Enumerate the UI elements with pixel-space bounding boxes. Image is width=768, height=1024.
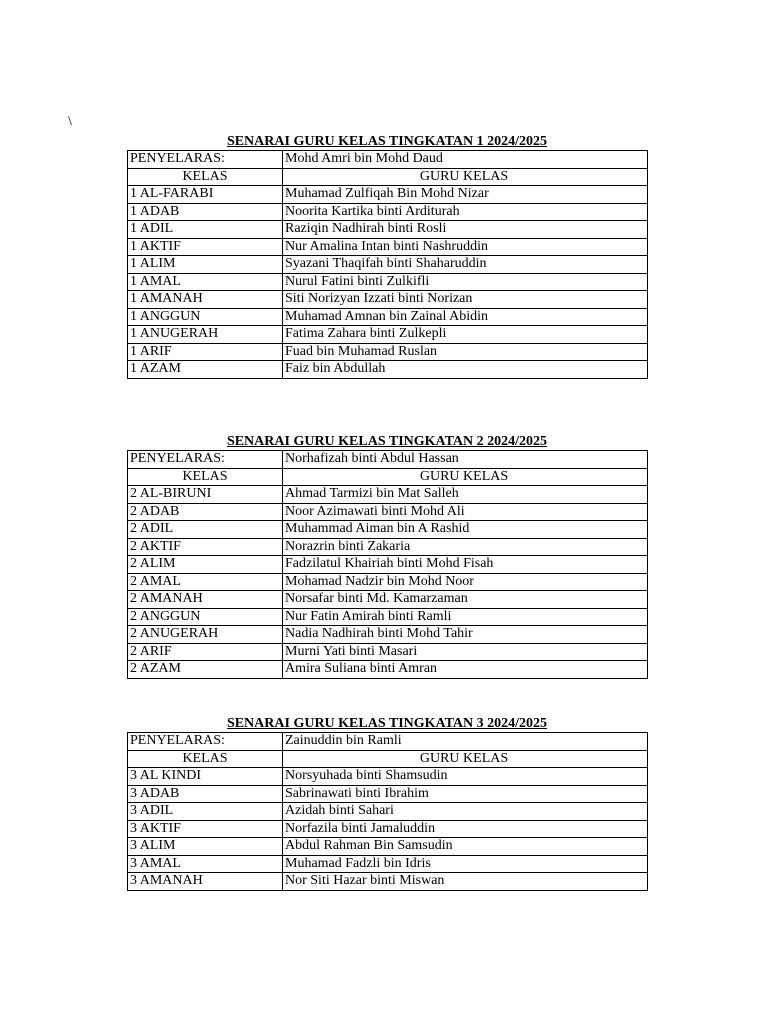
teacher-name: Ahmad Tarmizi bin Mat Salleh xyxy=(283,486,648,504)
coordinator-label: PENYELARAS: xyxy=(128,451,283,469)
teacher-name: Murni Yati binti Masari xyxy=(283,643,648,661)
teacher-name: Fadzilatul Khairiah binti Mohd Fisah xyxy=(283,556,648,574)
teacher-name: Siti Norizyan Izzati binti Norizan xyxy=(283,291,648,309)
coordinator-name: Mohd Amri bin Mohd Daud xyxy=(283,151,648,169)
class-name: 3 ADIL xyxy=(128,803,283,821)
table-row xyxy=(128,308,648,326)
class-name: 1 ANUGERAH xyxy=(128,326,283,344)
class-name: 2 ANGGUN xyxy=(128,608,283,626)
table-row xyxy=(128,820,648,838)
coordinator-name: Norhafizah binti Abdul Hassan xyxy=(283,451,648,469)
teacher-name: Syazani Thaqifah binti Shaharuddin xyxy=(283,256,648,274)
section-title: SENARAI GURU KELAS TINGKATAN 1 2024/2025 xyxy=(226,134,548,149)
table-row xyxy=(128,203,648,221)
table-row xyxy=(128,643,648,661)
table-row xyxy=(128,768,648,786)
teacher-name: Nur Amalina Intan binti Nashruddin xyxy=(283,238,648,256)
table-row xyxy=(128,221,648,239)
class-name: 3 ADAB xyxy=(128,785,283,803)
coordinator-row xyxy=(128,451,648,469)
teacher-name: Sabrinawati binti Ibrahim xyxy=(283,785,648,803)
class-name: 1 AMANAH xyxy=(128,291,283,309)
section-tingkatan-3 xyxy=(127,716,647,891)
section-title: SENARAI GURU KELAS TINGKATAN 2 2024/2025 xyxy=(226,434,548,449)
teacher-name: Norazrin binti Zakaria xyxy=(283,538,648,556)
class-name: 2 ANUGERAH xyxy=(128,626,283,644)
teacher-name: Nor Siti Hazar binti Miswan xyxy=(283,873,648,891)
table-row xyxy=(128,661,648,679)
class-name: 2 ADIL xyxy=(128,521,283,539)
class-name: 2 AMAL xyxy=(128,573,283,591)
teacher-name: Nur Fatin Amirah binti Ramli xyxy=(283,608,648,626)
table-row xyxy=(128,855,648,873)
class-name: 1 AL-FARABI xyxy=(128,186,283,204)
teacher-name: Muhamad Fadzli bin Idris xyxy=(283,855,648,873)
teacher-name: Norsyuhada binti Shamsudin xyxy=(283,768,648,786)
class-name: 2 ARIF xyxy=(128,643,283,661)
teacher-name: Abdul Rahman Bin Samsudin xyxy=(283,838,648,856)
coordinator-label: PENYELARAS: xyxy=(128,733,283,751)
teacher-name: Fatima Zahara binti Zulkepli xyxy=(283,326,648,344)
class-name: 1 ADIL xyxy=(128,221,283,239)
table-row xyxy=(128,343,648,361)
coordinator-label: PENYELARAS: xyxy=(128,151,283,169)
teacher-name: Noorita Kartika binti Arditurah xyxy=(283,203,648,221)
table-row xyxy=(128,361,648,379)
table-row xyxy=(128,838,648,856)
class-name: 2 AMANAH xyxy=(128,591,283,609)
teacher-name: Nurul Fatini binti Zulkifli xyxy=(283,273,648,291)
class-name: 2 ALIM xyxy=(128,556,283,574)
coordinator-row xyxy=(128,733,648,751)
class-name: 3 ALIM xyxy=(128,838,283,856)
stray-backslash: \ xyxy=(68,114,72,129)
teacher-table xyxy=(127,450,648,679)
table-row xyxy=(128,291,648,309)
header-row xyxy=(128,468,648,486)
table-row xyxy=(128,538,648,556)
class-name: 3 AMAL xyxy=(128,855,283,873)
column-header-guru: GURU KELAS xyxy=(283,468,648,486)
teacher-name: Mohamad Nadzir bin Mohd Noor xyxy=(283,573,648,591)
teacher-table xyxy=(127,150,648,379)
class-name: 1 ARIF xyxy=(128,343,283,361)
class-name: 3 AL KINDI xyxy=(128,768,283,786)
header-row xyxy=(128,168,648,186)
column-header-guru: GURU KELAS xyxy=(283,750,648,768)
teacher-name: Norsafar binti Md. Kamarzaman xyxy=(283,591,648,609)
table-row xyxy=(128,273,648,291)
class-name: 2 AKTIF xyxy=(128,538,283,556)
table-row xyxy=(128,591,648,609)
teacher-name: Amira Suliana binti Amran xyxy=(283,661,648,679)
table-row xyxy=(128,803,648,821)
table-row xyxy=(128,238,648,256)
section-tingkatan-2 xyxy=(127,434,647,679)
class-name: 3 AKTIF xyxy=(128,820,283,838)
table-row xyxy=(128,503,648,521)
class-name: 1 ALIM xyxy=(128,256,283,274)
table-row xyxy=(128,608,648,626)
teacher-name: Faiz bin Abdullah xyxy=(283,361,648,379)
class-name: 2 AL-BIRUNI xyxy=(128,486,283,504)
teacher-name: Muhamad Zulfiqah Bin Mohd Nizar xyxy=(283,186,648,204)
teacher-name: Azidah binti Sahari xyxy=(283,803,648,821)
column-header-guru: GURU KELAS xyxy=(283,168,648,186)
table-row xyxy=(128,873,648,891)
teacher-name: Raziqin Nadhirah binti Rosli xyxy=(283,221,648,239)
table-row xyxy=(128,785,648,803)
teacher-name: Fuad bin Muhamad Ruslan xyxy=(283,343,648,361)
class-name: 1 AKTIF xyxy=(128,238,283,256)
coordinator-name: Zainuddin bin Ramli xyxy=(283,733,648,751)
class-name: 3 AMANAH xyxy=(128,873,283,891)
table-row xyxy=(128,326,648,344)
class-name: 1 ADAB xyxy=(128,203,283,221)
column-header-kelas: KELAS xyxy=(128,168,283,186)
table-row xyxy=(128,626,648,644)
column-header-kelas: KELAS xyxy=(128,750,283,768)
class-name: 2 ADAB xyxy=(128,503,283,521)
section-tingkatan-1 xyxy=(127,134,647,379)
class-name: 1 AMAL xyxy=(128,273,283,291)
class-name: 1 ANGGUN xyxy=(128,308,283,326)
teacher-name: Noor Azimawati binti Mohd Ali xyxy=(283,503,648,521)
teacher-table xyxy=(127,732,648,891)
table-row xyxy=(128,256,648,274)
table-row xyxy=(128,573,648,591)
teacher-name: Muhammad Aiman bin A Rashid xyxy=(283,521,648,539)
table-row xyxy=(128,186,648,204)
teacher-name: Muhamad Amnan bin Zainal Abidin xyxy=(283,308,648,326)
column-header-kelas: KELAS xyxy=(128,468,283,486)
table-row xyxy=(128,486,648,504)
coordinator-row xyxy=(128,151,648,169)
class-name: 2 AZAM xyxy=(128,661,283,679)
teacher-name: Nadia Nadhirah binti Mohd Tahir xyxy=(283,626,648,644)
table-row xyxy=(128,556,648,574)
section-title: SENARAI GURU KELAS TINGKATAN 3 2024/2025 xyxy=(226,716,548,731)
class-name: 1 AZAM xyxy=(128,361,283,379)
teacher-name: Norfazila binti Jamaluddin xyxy=(283,820,648,838)
header-row xyxy=(128,750,648,768)
table-row xyxy=(128,521,648,539)
